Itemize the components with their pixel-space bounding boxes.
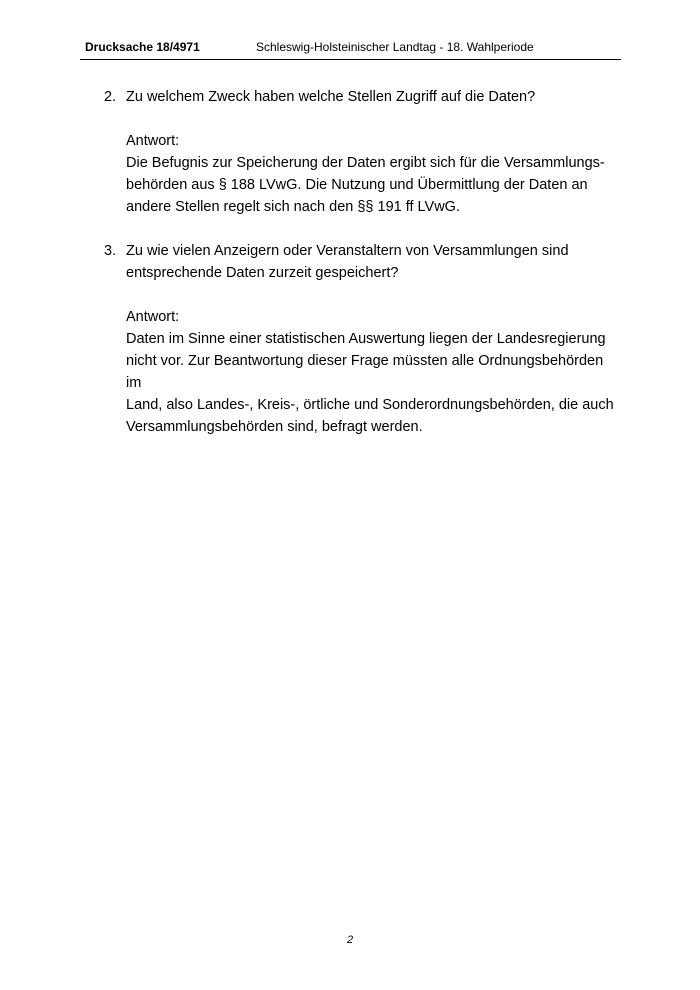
answer-line: Versammlungsbehörden sind, befragt werden. (126, 419, 423, 435)
document-body (102, 86, 622, 460)
answer-text (126, 152, 622, 218)
page-header (80, 39, 621, 60)
question-number: 3. (104, 243, 117, 259)
document-number: Drucksache 18/4971 (85, 40, 200, 54)
question-item-3 (102, 240, 622, 438)
answer-text (126, 328, 622, 438)
question-text (126, 240, 622, 284)
answer-label: Antwort: (126, 309, 180, 325)
answer-line: behörden aus § 188 LVwG. Die Nutzung und Übermittlung der Daten an (126, 177, 588, 193)
answer-line: andere Stellen regelt sich nach den §§ 191 ff LVwG. (126, 199, 460, 215)
answer-line: Daten im Sinne einer statistischen Auswertung liegen der Landesregierung (126, 331, 606, 347)
answer-line: Die Befugnis zur Speicherung der Daten ergibt sich für die Versammlungs- (126, 155, 605, 171)
question-line: entsprechende Daten zurzeit gespeichert? (126, 265, 399, 281)
parliament-title: Schleswig-Holsteinischer Landtag - 18. Wahlperiode (256, 40, 534, 54)
page-number: 2 (346, 934, 354, 946)
question-item-2 (102, 86, 622, 218)
question-line: Zu wie vielen Anzeigern oder Veranstaltern von Versammlungen sind (126, 243, 569, 259)
answer-label: Antwort: (126, 133, 180, 149)
answer-line: nicht vor. Zur Beantwortung dieser Frage müssten alle Ordnungsbehörden im (126, 353, 604, 391)
question-number: 2. (104, 89, 117, 105)
question-text: Zu welchem Zweck haben welche Stellen Zugriff auf die Daten? (126, 89, 536, 105)
answer-line: Land, also Landes-, Kreis-, örtliche und Sonderordnungsbehörden, die auch (126, 397, 614, 413)
